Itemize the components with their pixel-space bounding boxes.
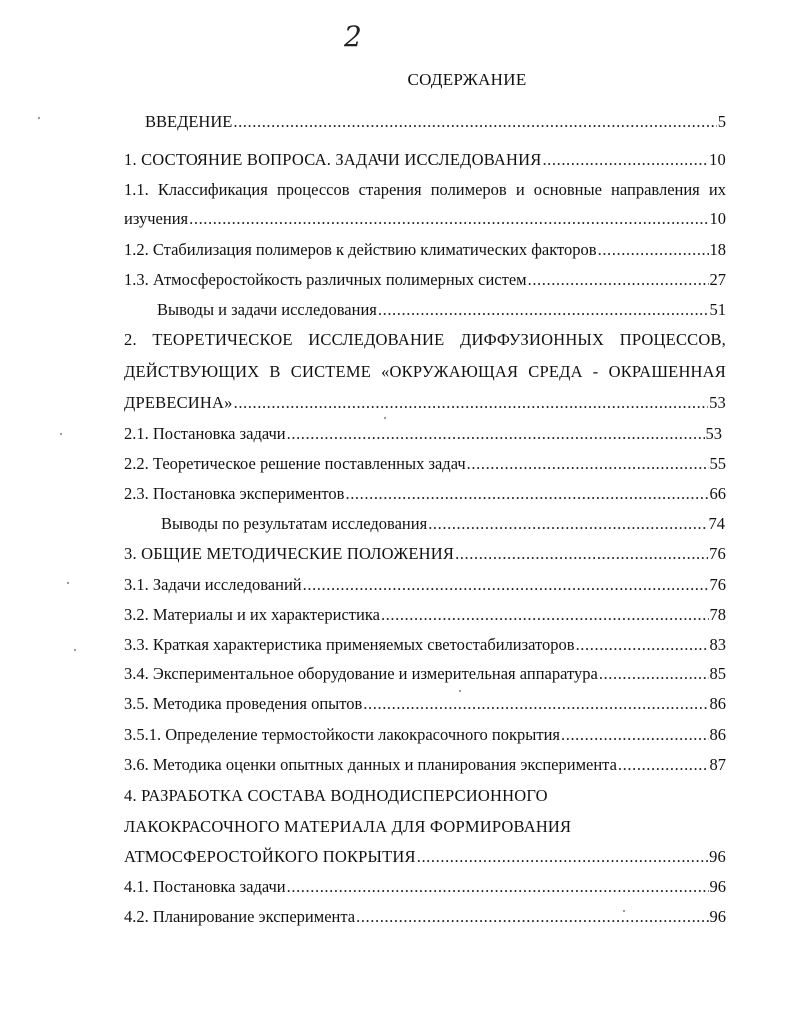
- toc-entry-conclusions-2: [161, 514, 725, 534]
- toc-entry-page: 78: [709, 605, 726, 624]
- toc-title: СОДЕРЖАНИЕ: [407, 70, 527, 89]
- leader-dots: [428, 514, 707, 534]
- toc-entry-page: 87: [709, 755, 726, 774]
- toc-entry-page: 86: [709, 725, 726, 744]
- toc-entry-page: 66: [709, 484, 726, 503]
- toc-entry-2-3: [124, 484, 726, 504]
- toc-entry-page: 96: [709, 907, 726, 926]
- scan-speck: [74, 649, 76, 651]
- leader-dots: [345, 484, 708, 504]
- toc-entry-label: 1.2. Стабилизация полимеров к действию климатических факторов: [124, 240, 597, 259]
- toc-entry-label: 1. СОСТОЯНИЕ ВОПРОСА. ЗАДАЧИ ИССЛЕДОВАНИЯ: [124, 150, 542, 169]
- toc-entry-page: 76: [709, 575, 726, 594]
- toc-entry-page: 96: [709, 847, 726, 866]
- toc-entry-label: 3.5.1. Определение термостойкости лакокрасочного покрытия: [124, 725, 560, 744]
- toc-entry-page: 85: [709, 664, 726, 683]
- scan-speck: [384, 417, 386, 419]
- toc-entry-chapter-4: [124, 847, 726, 867]
- toc-entry-1-3: [124, 270, 726, 290]
- toc-entry-chapter-2: [124, 393, 726, 413]
- toc-entry-label: 3.3. Краткая характеристика применяемых светостабилизаторов: [124, 635, 575, 654]
- toc-entry-chapter-2-line2: ДЕЙСТВУЮЩИХ В СИСТЕМЕ «ОКРУЖАЮЩАЯ СРЕДА - ОКРАШЕННАЯ: [124, 362, 726, 381]
- toc-entry-label: 3.1. Задачи исследований: [124, 575, 302, 594]
- toc-entry-label: 3.2. Материалы и их характеристика: [124, 605, 380, 624]
- leader-dots: [599, 664, 709, 684]
- scan-speck: [623, 910, 625, 912]
- page-number: 2: [344, 20, 362, 53]
- leader-dots: [356, 907, 708, 927]
- toc-entry-label: 2.2. Теоретическое решение поставленных задач: [124, 454, 466, 473]
- toc-entry-label: 3. ОБЩИЕ МЕТОДИЧЕСКИЕ ПОЛОЖЕНИЯ: [124, 544, 455, 563]
- toc-entry-2-1: [124, 424, 722, 444]
- leader-dots: [561, 725, 709, 745]
- toc-entry-label: 3.4. Экспериментальное оборудование и измерительная аппаратура: [124, 664, 598, 683]
- toc-entry-chapter-4-line2: ЛАКОКРАСОЧНОГО МАТЕРИАЛА ДЛЯ ФОРМИРОВАНИЯ: [124, 817, 572, 836]
- leader-dots: [189, 209, 708, 229]
- toc-entry-conclusions-1: [157, 300, 726, 320]
- toc-entry-4-1: [124, 877, 726, 897]
- toc-entry-page: 53: [709, 393, 726, 412]
- toc-entry-page: 55: [709, 454, 726, 473]
- toc-entry-label: Выводы и задачи исследования: [157, 300, 377, 319]
- leader-dots: [618, 755, 709, 775]
- toc-entry-page: 96: [709, 877, 726, 896]
- toc-entry-label: ВВЕДЕНИЕ: [145, 112, 233, 131]
- leader-dots: [381, 605, 709, 625]
- toc-entry-introduction: [145, 112, 726, 132]
- toc-entry-label: 4.2. Планирование эксперимента: [124, 907, 356, 926]
- toc-entry-label: 3.5. Методика проведения опытов: [124, 694, 363, 713]
- toc-entry-chapter-3: [124, 544, 726, 564]
- toc-entry-page: 5: [717, 112, 726, 131]
- leader-dots: [233, 112, 716, 132]
- toc-entry-3-5: [124, 694, 726, 714]
- toc-entry-1-2: [124, 240, 726, 260]
- toc-entry-page: 10: [709, 209, 726, 228]
- toc-entry-3-5-1: [124, 725, 726, 745]
- scan-speck: [38, 117, 40, 119]
- toc-entry-label: изучения: [124, 209, 189, 228]
- leader-dots: [417, 847, 708, 867]
- toc-entry-page: 83: [709, 635, 726, 654]
- toc-entry-page: 53: [705, 424, 722, 443]
- toc-entry-label: ДРЕВЕСИНА»: [124, 393, 233, 412]
- scan-speck: [459, 690, 461, 692]
- toc-entry-label: 3.6. Методика оценки опытных данных и планирования эксперимента: [124, 755, 617, 774]
- leader-dots: [363, 694, 708, 714]
- leader-dots: [287, 424, 705, 444]
- leader-dots: [528, 270, 709, 290]
- toc-entry-3-6: [124, 755, 726, 775]
- toc-entry-label: 2.3. Постановка экспериментов: [124, 484, 345, 503]
- toc-entry-label: Выводы по результатам исследования: [161, 514, 428, 533]
- toc-entry-3-1: [124, 575, 726, 595]
- toc-entry-chapter-2-line1: 2. ТЕОРЕТИЧЕСКОЕ ИССЛЕДОВАНИЕ ДИФФУЗИОННЫХ ПРОЦЕССОВ,: [124, 330, 726, 349]
- toc-entry-label: 4.1. Постановка задачи: [124, 877, 286, 896]
- toc-entry-1-1-line1: 1.1. Классификация процессов старения полимеров и основные направления их: [124, 180, 726, 199]
- leader-dots: [598, 240, 709, 260]
- toc-entry-1-1: [124, 209, 726, 229]
- toc-entry-3-2: [124, 605, 726, 625]
- toc-entry-page: 51: [709, 300, 726, 319]
- leader-dots: [234, 393, 708, 413]
- leader-dots: [576, 635, 709, 655]
- leader-dots: [542, 150, 708, 170]
- toc-entry-4-2: [124, 907, 726, 927]
- leader-dots: [303, 575, 709, 595]
- scan-speck: [60, 433, 62, 435]
- toc-entry-3-3: [124, 635, 726, 655]
- toc-entry-3-4: [124, 664, 726, 684]
- toc-entry-page: 27: [709, 270, 726, 289]
- leader-dots: [467, 454, 709, 474]
- toc-entry-page: 10: [709, 150, 726, 169]
- toc-entry-page: 86: [709, 694, 726, 713]
- toc-entry-label: АТМОСФЕРОСТОЙКОГО ПОКРЫТИЯ: [124, 847, 416, 866]
- toc-entry-label: 1.3. Атмосферостойкость различных полимерных систем: [124, 270, 527, 289]
- toc-entry-page: 76: [709, 544, 726, 563]
- leader-dots: [378, 300, 709, 320]
- toc-entry-chapter-4-line1: 4. РАЗРАБОТКА СОСТАВА ВОДНОДИСПЕРСИОННОГО: [124, 786, 548, 805]
- scan-speck: [67, 582, 69, 584]
- leader-dots: [287, 877, 709, 897]
- toc-entry-page: 18: [709, 240, 726, 259]
- toc-entry-2-2: [124, 454, 726, 474]
- leader-dots: [455, 544, 708, 564]
- toc-entry-chapter-1: [124, 150, 726, 170]
- toc-entry-page: 74: [708, 514, 725, 533]
- toc-entry-label: 2.1. Постановка задачи: [124, 424, 286, 443]
